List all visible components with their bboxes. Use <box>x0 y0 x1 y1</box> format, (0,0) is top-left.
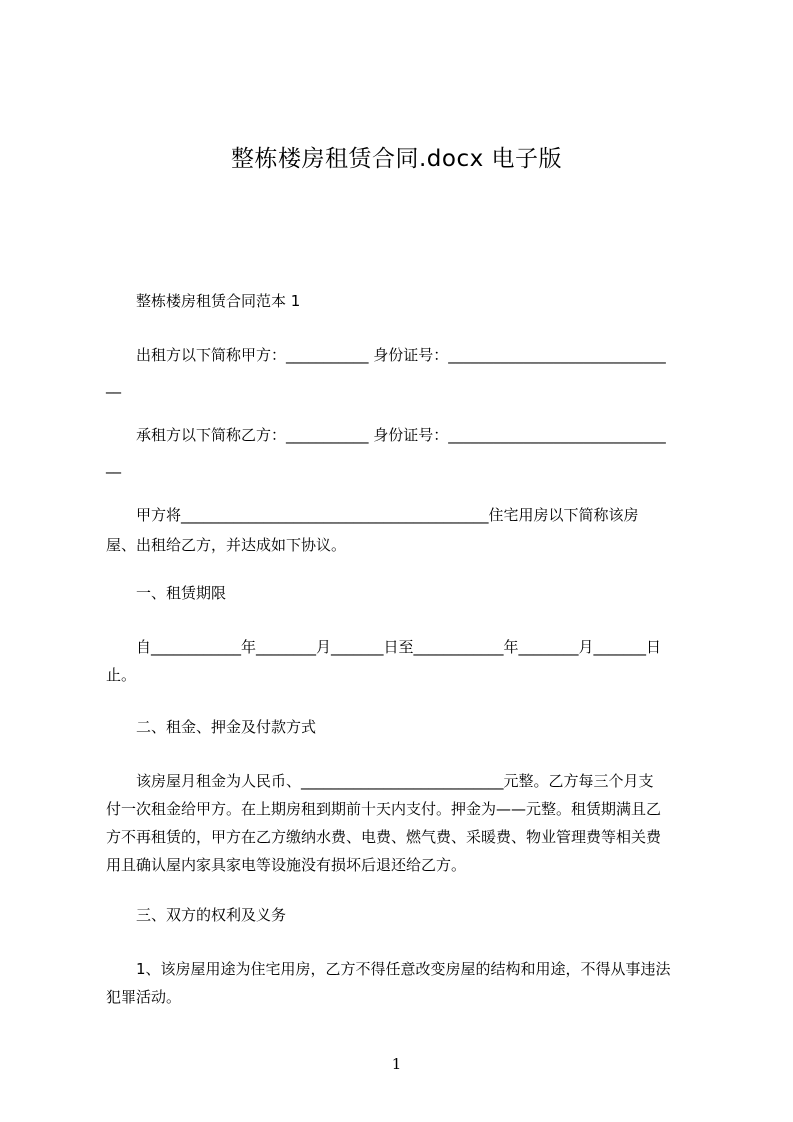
rights-paragraph-line-2: 犯罪活动。 <box>106 988 182 1006</box>
rent-paragraph-line-3: 方不再租赁的，甲方在乙方缴纳水费、电费、燃气费、采暖费、物业管理费等相关费 <box>106 828 662 846</box>
rent-paragraph-line-2: 付一次租金给甲方。在上期房租到期前十天内支付。押金为——元整。租赁期满且乙 <box>106 800 662 818</box>
intro-paragraph-line-2: 屋、出租给乙方，并达成如下协议。 <box>106 536 347 554</box>
lessor-line-continued: __ <box>106 376 121 394</box>
section-2-heading: 二、租金、押金及付款方式 <box>136 718 317 736</box>
term-line-1: 自____________年________月_______日至____________年________月_______日 <box>136 638 662 656</box>
lessor-line: 出租方以下简称甲方：___________ 身份证号：_____________________________ <box>136 346 666 364</box>
sample-heading: 整栋楼房租赁合同范本 1 <box>136 292 301 310</box>
intro-paragraph-line-1: 甲方将_________________________________________住宅用房以下简称该房 <box>136 506 639 524</box>
page-number: 1 <box>391 1055 402 1073</box>
rent-paragraph-line-1: 该房屋月租金为人民币、___________________________元整。乙方每三个月支 <box>136 772 654 790</box>
section-1-heading: 一、租赁期限 <box>136 584 227 602</box>
term-line-2: 止。 <box>106 666 137 684</box>
section-3-heading: 三、双方的权利及义务 <box>136 906 287 924</box>
lessee-line-continued: __ <box>106 456 121 474</box>
rent-paragraph-line-4: 用且确认屋内家具家电等设施没有损坏后退还给乙方。 <box>106 856 467 874</box>
rights-paragraph-line-1: 1、该房屋用途为住宅用房，乙方不得任意改变房屋的结构和用途，不得从事违法 <box>136 960 671 978</box>
document-title: 整栋楼房租赁合同.docx 电子版 <box>230 146 563 172</box>
lessee-line: 承租方以下简称乙方：___________ 身份证号：_____________________________ <box>136 426 666 444</box>
